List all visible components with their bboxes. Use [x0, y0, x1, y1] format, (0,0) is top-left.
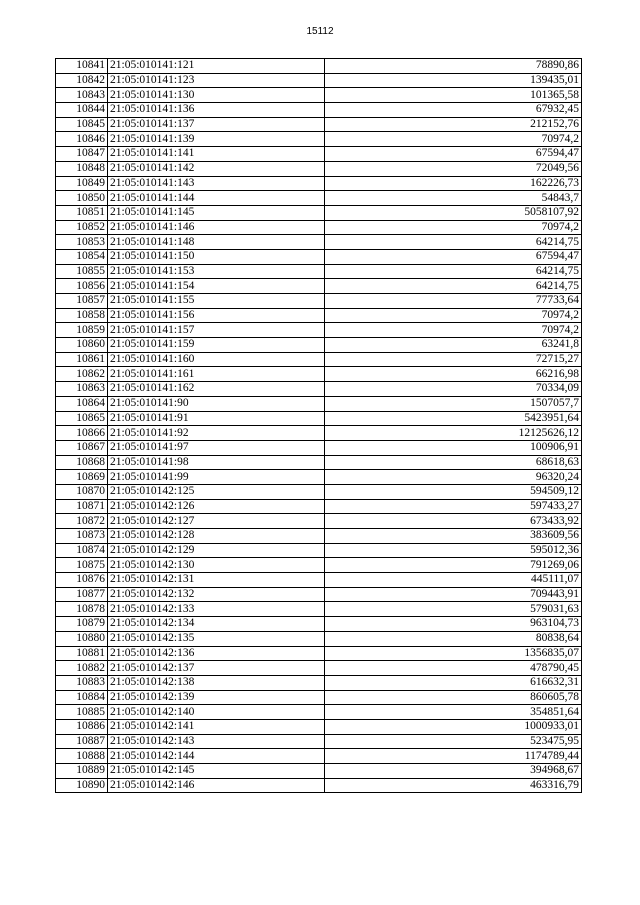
table-row [56, 499, 582, 514]
table-row [56, 690, 582, 705]
cadastral-value: 791269,06 [325, 558, 582, 573]
table-row [56, 264, 582, 279]
table-row [56, 631, 582, 646]
row-number: 10854 [56, 249, 108, 264]
row-number: 10848 [56, 161, 108, 176]
table-row [56, 59, 582, 74]
cadastral-number: 21:05:010141:159 [108, 338, 325, 353]
cadastral-number: 21:05:010141:90 [108, 396, 325, 411]
row-number: 10887 [56, 734, 108, 749]
cadastral-number: 21:05:010142:132 [108, 587, 325, 602]
cadastral-value: 67594,47 [325, 147, 582, 162]
row-number: 10876 [56, 573, 108, 588]
cadastral-value: 1000933,01 [325, 719, 582, 734]
cadastral-value: 445111,07 [325, 573, 582, 588]
cadastral-value: 70974,2 [325, 220, 582, 235]
row-number: 10865 [56, 411, 108, 426]
cadastral-value: 1174789,44 [325, 749, 582, 764]
cadastral-number: 21:05:010142:125 [108, 484, 325, 499]
cadastral-value: 383609,56 [325, 529, 582, 544]
row-number: 10881 [56, 646, 108, 661]
table-row [56, 470, 582, 485]
cadastral-number: 21:05:010141:121 [108, 59, 325, 74]
cadastral-value: 70974,2 [325, 308, 582, 323]
table-row [56, 529, 582, 544]
cadastral-value: 463316,79 [325, 778, 582, 793]
cadastral-number: 21:05:010141:150 [108, 249, 325, 264]
cadastral-number: 21:05:010141:154 [108, 279, 325, 294]
table-row [56, 734, 582, 749]
row-number: 10852 [56, 220, 108, 235]
cadastral-number: 21:05:010141:160 [108, 352, 325, 367]
table-row [56, 440, 582, 455]
cadastral-number: 21:05:010142:131 [108, 573, 325, 588]
row-number: 10856 [56, 279, 108, 294]
cadastral-value: 78890,86 [325, 59, 582, 74]
cadastral-number: 21:05:010142:136 [108, 646, 325, 661]
table-row [56, 778, 582, 793]
cadastral-number: 21:05:010142:130 [108, 558, 325, 573]
cadastral-value: 64214,75 [325, 235, 582, 250]
cadastral-number: 21:05:010142:140 [108, 705, 325, 720]
row-number: 10886 [56, 719, 108, 734]
row-number: 10853 [56, 235, 108, 250]
cadastral-value: 579031,63 [325, 602, 582, 617]
table-row [56, 543, 582, 558]
row-number: 10890 [56, 778, 108, 793]
row-number: 10873 [56, 529, 108, 544]
cadastral-value: 70334,09 [325, 382, 582, 397]
cadastral-value: 67594,47 [325, 249, 582, 264]
cadastral-number: 21:05:010141:99 [108, 470, 325, 485]
row-number: 10843 [56, 88, 108, 103]
cadastral-number: 21:05:010141:145 [108, 205, 325, 220]
cadastral-number: 21:05:010142:141 [108, 719, 325, 734]
table-row [56, 617, 582, 632]
table-row [56, 308, 582, 323]
cadastral-value: 162226,73 [325, 176, 582, 191]
cadastral-value: 597433,27 [325, 499, 582, 514]
cadastral-number: 21:05:010141:142 [108, 161, 325, 176]
cadastral-value: 12125626,12 [325, 426, 582, 441]
row-number: 10889 [56, 764, 108, 779]
row-number: 10871 [56, 499, 108, 514]
cadastral-number: 21:05:010142:134 [108, 617, 325, 632]
table-row [56, 382, 582, 397]
cadastral-value: 72049,56 [325, 161, 582, 176]
cadastral-number: 21:05:010142:133 [108, 602, 325, 617]
table-row [56, 646, 582, 661]
table-row [56, 602, 582, 617]
table-row [56, 205, 582, 220]
table-row [56, 338, 582, 353]
row-number: 10888 [56, 749, 108, 764]
cadastral-value: 1356835,07 [325, 646, 582, 661]
row-number: 10868 [56, 455, 108, 470]
cadastral-number: 21:05:010142:143 [108, 734, 325, 749]
cadastral-number: 21:05:010142:144 [108, 749, 325, 764]
table-row [56, 176, 582, 191]
cadastral-value: 100906,91 [325, 440, 582, 455]
row-number: 10855 [56, 264, 108, 279]
row-number: 10860 [56, 338, 108, 353]
cadastral-number: 21:05:010141:137 [108, 117, 325, 132]
row-number: 10884 [56, 690, 108, 705]
table-row [56, 558, 582, 573]
cadastral-value: 860605,78 [325, 690, 582, 705]
table-row [56, 220, 582, 235]
cadastral-number: 21:05:010141:162 [108, 382, 325, 397]
table-body [56, 59, 582, 793]
cadastral-value: 212152,76 [325, 117, 582, 132]
table-row [56, 484, 582, 499]
cadastral-number: 21:05:010141:155 [108, 294, 325, 309]
cadastral-value: 72715,27 [325, 352, 582, 367]
row-number: 10879 [56, 617, 108, 632]
cadastral-value: 5423951,64 [325, 411, 582, 426]
cadastral-number: 21:05:010142:127 [108, 514, 325, 529]
cadastral-value-table [55, 58, 582, 793]
table-row [56, 749, 582, 764]
cadastral-number: 21:05:010142:146 [108, 778, 325, 793]
cadastral-value: 1507057,7 [325, 396, 582, 411]
row-number: 10858 [56, 308, 108, 323]
cadastral-value: 68618,63 [325, 455, 582, 470]
row-number: 10862 [56, 367, 108, 382]
table-row [56, 573, 582, 588]
row-number: 10869 [56, 470, 108, 485]
page-number: 15112 [306, 26, 334, 37]
cadastral-number: 21:05:010141:161 [108, 367, 325, 382]
table-row [56, 73, 582, 88]
cadastral-number: 21:05:010141:148 [108, 235, 325, 250]
table-row [56, 764, 582, 779]
cadastral-value: 709443,91 [325, 587, 582, 602]
cadastral-value: 70974,2 [325, 323, 582, 338]
cadastral-value: 616632,31 [325, 675, 582, 690]
row-number: 10845 [56, 117, 108, 132]
table-row [56, 661, 582, 676]
cadastral-value: 80838,64 [325, 631, 582, 646]
cadastral-number: 21:05:010141:91 [108, 411, 325, 426]
cadastral-number: 21:05:010141:98 [108, 455, 325, 470]
cadastral-number: 21:05:010142:138 [108, 675, 325, 690]
cadastral-value: 63241,8 [325, 338, 582, 353]
cadastral-number: 21:05:010141:141 [108, 147, 325, 162]
table-row [56, 352, 582, 367]
cadastral-number: 21:05:010141:123 [108, 73, 325, 88]
row-number: 10877 [56, 587, 108, 602]
table-row [56, 279, 582, 294]
row-number: 10842 [56, 73, 108, 88]
table-row [56, 117, 582, 132]
table-row [56, 514, 582, 529]
table-row [56, 675, 582, 690]
table-row [56, 426, 582, 441]
row-number: 10880 [56, 631, 108, 646]
row-number: 10861 [56, 352, 108, 367]
row-number: 10859 [56, 323, 108, 338]
table-row [56, 235, 582, 250]
table-row [56, 132, 582, 147]
row-number: 10872 [56, 514, 108, 529]
row-number: 10857 [56, 294, 108, 309]
cadastral-number: 21:05:010141:153 [108, 264, 325, 279]
row-number: 10864 [56, 396, 108, 411]
cadastral-value: 54843,7 [325, 191, 582, 206]
cadastral-number: 21:05:010142:128 [108, 529, 325, 544]
cadastral-number: 21:05:010141:97 [108, 440, 325, 455]
row-number: 10847 [56, 147, 108, 162]
table-row [56, 249, 582, 264]
cadastral-number: 21:05:010142:129 [108, 543, 325, 558]
cadastral-value: 5058107,92 [325, 205, 582, 220]
cadastral-value: 354851,64 [325, 705, 582, 720]
cadastral-number: 21:05:010142:145 [108, 764, 325, 779]
cadastral-number: 21:05:010142:126 [108, 499, 325, 514]
row-number: 10849 [56, 176, 108, 191]
row-number: 10841 [56, 59, 108, 74]
table-row [56, 88, 582, 103]
cadastral-number: 21:05:010141:139 [108, 132, 325, 147]
cadastral-value: 673433,92 [325, 514, 582, 529]
cadastral-number: 21:05:010141:92 [108, 426, 325, 441]
row-number: 10866 [56, 426, 108, 441]
row-number: 10851 [56, 205, 108, 220]
row-number: 10844 [56, 103, 108, 118]
cadastral-value: 963104,73 [325, 617, 582, 632]
cadastral-value: 394968,67 [325, 764, 582, 779]
cadastral-number: 21:05:010141:143 [108, 176, 325, 191]
table-row [56, 396, 582, 411]
cadastral-value: 96320,24 [325, 470, 582, 485]
cadastral-number: 21:05:010142:139 [108, 690, 325, 705]
cadastral-value: 70974,2 [325, 132, 582, 147]
table-row [56, 103, 582, 118]
table-row [56, 411, 582, 426]
cadastral-value: 478790,45 [325, 661, 582, 676]
cadastral-value: 101365,58 [325, 88, 582, 103]
table-row [56, 367, 582, 382]
cadastral-value: 77733,64 [325, 294, 582, 309]
table-row [56, 294, 582, 309]
row-number: 10874 [56, 543, 108, 558]
row-number: 10882 [56, 661, 108, 676]
row-number: 10846 [56, 132, 108, 147]
cadastral-number: 21:05:010141:144 [108, 191, 325, 206]
table-row [56, 147, 582, 162]
row-number: 10867 [56, 440, 108, 455]
row-number: 10863 [56, 382, 108, 397]
cadastral-value: 64214,75 [325, 279, 582, 294]
cadastral-number: 21:05:010142:137 [108, 661, 325, 676]
cadastral-number: 21:05:010141:156 [108, 308, 325, 323]
cadastral-value: 64214,75 [325, 264, 582, 279]
cadastral-number: 21:05:010141:146 [108, 220, 325, 235]
table-row [56, 705, 582, 720]
table-row [56, 455, 582, 470]
row-number: 10850 [56, 191, 108, 206]
row-number: 10878 [56, 602, 108, 617]
row-number: 10883 [56, 675, 108, 690]
row-number: 10875 [56, 558, 108, 573]
table-row [56, 719, 582, 734]
cadastral-value: 66216,98 [325, 367, 582, 382]
row-number: 10885 [56, 705, 108, 720]
cadastral-value: 594509,12 [325, 484, 582, 499]
table-row [56, 323, 582, 338]
table-row [56, 191, 582, 206]
row-number: 10870 [56, 484, 108, 499]
cadastral-value: 523475,95 [325, 734, 582, 749]
cadastral-number: 21:05:010141:136 [108, 103, 325, 118]
table-row [56, 161, 582, 176]
cadastral-value: 595012,36 [325, 543, 582, 558]
table-row [56, 587, 582, 602]
cadastral-number: 21:05:010142:135 [108, 631, 325, 646]
cadastral-value: 139435,01 [325, 73, 582, 88]
cadastral-value: 67932,45 [325, 103, 582, 118]
cadastral-number: 21:05:010141:130 [108, 88, 325, 103]
cadastral-number: 21:05:010141:157 [108, 323, 325, 338]
